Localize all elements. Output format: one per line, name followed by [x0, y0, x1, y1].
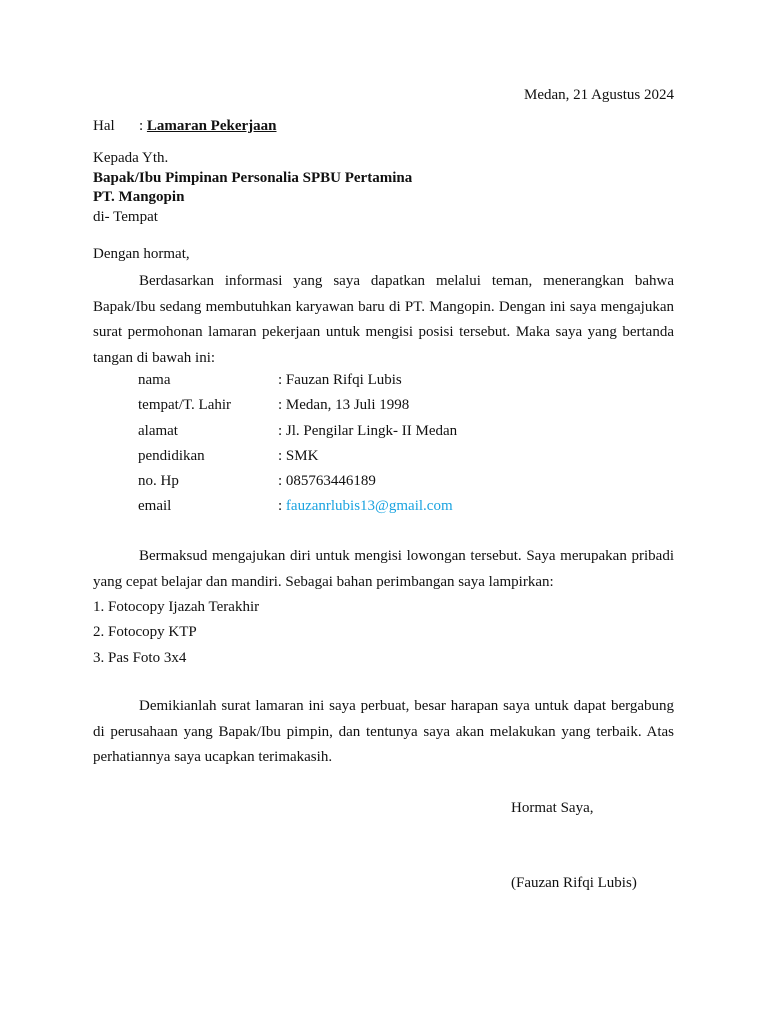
detail-label: tempat/T. Lahir — [138, 397, 232, 414]
detail-value — [278, 494, 453, 519]
place-date: Medan, 21 Agustus 2024 — [524, 87, 674, 103]
attachment-item: 2. Fotocopy KTP — [93, 624, 197, 641]
detail-label: pendidikan — [138, 447, 205, 464]
detail-value: : Medan, 13 Juli 1998 — [278, 397, 410, 414]
recipient-position: Bapak/Ibu Pimpinan Personalia SPBU Pertamina — [93, 169, 413, 186]
detail-label: alamat — [138, 422, 178, 439]
detail-label: email — [138, 498, 172, 515]
detail-row-birth — [138, 393, 457, 418]
recipient-place: di- Tempat — [93, 208, 158, 225]
greeting: Dengan hormat, — [93, 246, 190, 262]
applicant-details — [138, 368, 457, 520]
detail-value: : Fauzan Rifqi Lubis — [278, 372, 402, 388]
detail-value: : Jl. Pengilar Lingk- II Medan — [278, 422, 458, 439]
detail-label: no. Hp — [138, 473, 179, 490]
detail-row-email — [138, 494, 457, 519]
subject-label: Hal — [93, 118, 115, 134]
recipient-salutation: Kepada Yth. — [93, 150, 169, 166]
detail-row-education — [138, 444, 457, 469]
detail-value: : 085763446189 — [278, 473, 376, 490]
opening-paragraph: Berdasarkan informasi yang saya dapatkan melalui teman, menerangkan bahwa Bapak/Ibu sedang membutuhkan karyawan baru di PT. Mangopin. Dengan ini saya mengajukan surat permohonan lamaran pekerjaan untuk mengisi posisi tersebut. Maka saya yang bertanda tangan di bawah ini: — [93, 273, 674, 366]
email-separator: : — [278, 498, 286, 515]
subject-line — [93, 118, 277, 135]
email-link[interactable]: fauzanrlubis13@gmail.com — [285, 498, 453, 515]
signature-name: (Fauzan Rifqi Lubis) — [511, 875, 637, 891]
closing-paragraph: Demikianlah surat lamaran ini saya perbuat, besar harapan saya untuk dapat bergabung di perusahaan yang Bapak/Ibu pimpin, dan tentunya saya akan melakukan yang terbaik. Atas perhatiannya saya ucapkan terimakasih. — [93, 698, 674, 765]
detail-row-name — [138, 368, 457, 393]
attachment-item: 3. Pas Foto 3x4 — [93, 649, 187, 666]
subject-separator: : — [139, 118, 147, 134]
detail-row-phone — [138, 469, 457, 494]
attachment-item: 1. Fotocopy Ijazah Terakhir — [93, 599, 260, 615]
subject-value: Lamaran Pekerjaan — [146, 118, 277, 134]
motivation-paragraph: Bermaksud mengajukan diri untuk mengisi lowongan tersebut. Saya merupakan pribadi yang cepat belajar dan mandiri. Sebagai bahan perimbangan saya lampirkan: — [93, 548, 674, 590]
detail-label: nama — [138, 372, 171, 388]
detail-value: : SMK — [278, 447, 319, 464]
closing-salutation: Hormat Saya, — [511, 800, 594, 816]
recipient-company: PT. Mangopin — [93, 189, 185, 205]
recipient-block — [93, 149, 412, 227]
attachment-list — [93, 595, 259, 671]
detail-row-address — [138, 419, 457, 444]
